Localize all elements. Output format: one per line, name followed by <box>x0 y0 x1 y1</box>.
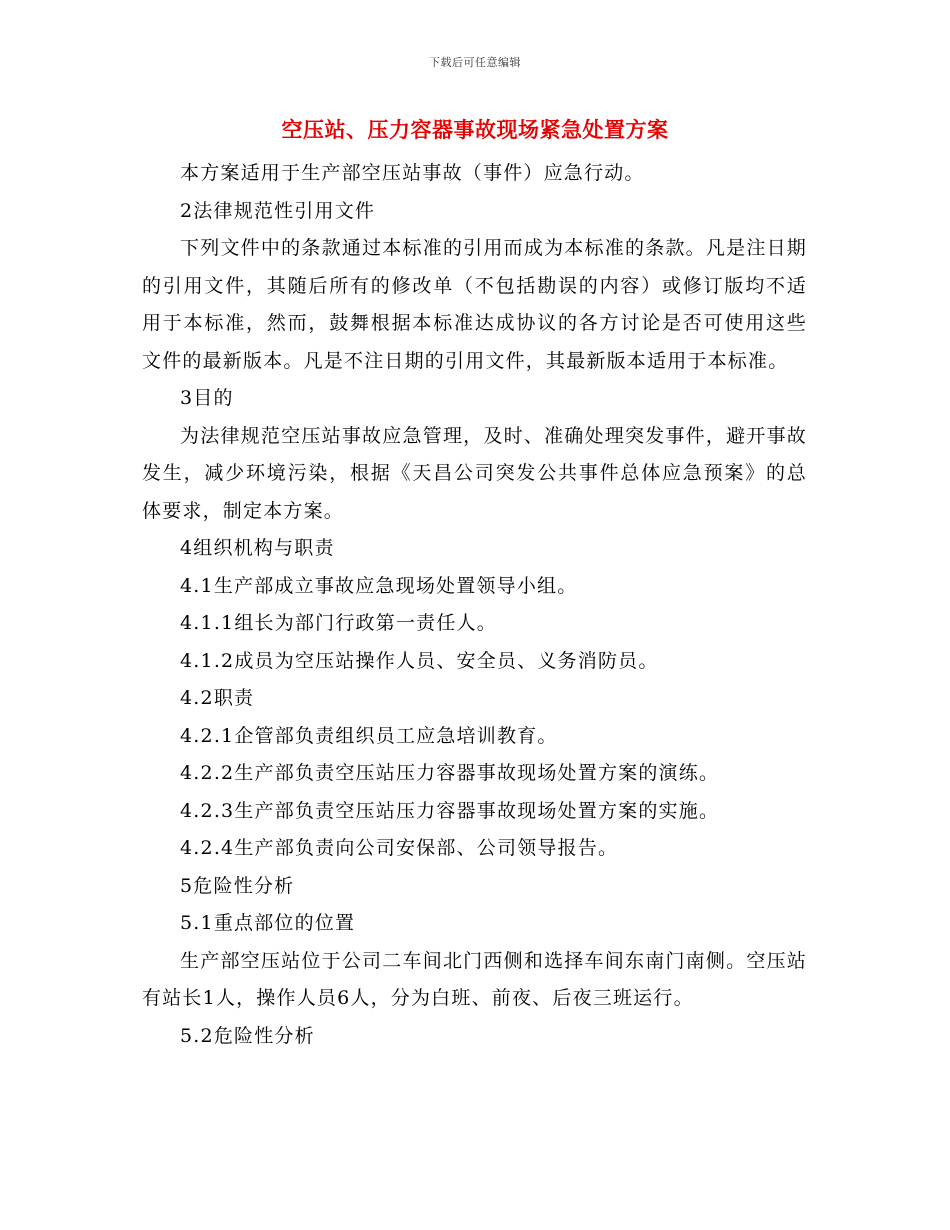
heading-section-5-1: 5.1重点部位的位置 <box>180 912 356 934</box>
item-4-2-1: 4.2.1企管部负责组织员工应急培训教育。 <box>180 724 558 747</box>
item-4-1-2: 4.1.2成员为空压站操作人员、安全员、义务消防员。 <box>180 649 659 672</box>
page-header-note: 下载后可任意编辑 <box>429 56 521 69</box>
paragraph-purpose: 为法律规范空压站事故应急管理，及时、准确处理突发事件，避开事故发生，减少环境污染，根据《天昌公司突发公共事件总体应急预案》的总体要求，制定本方案。 <box>142 424 807 522</box>
item-4-1: 4.1生产部成立事故应急现场处置领导小组。 <box>180 574 578 597</box>
item-4-2-3: 4.2.3生产部负责空压站压力容器事故现场处置方案的实施。 <box>180 799 720 822</box>
paragraph-references: 下列文件中的条款通过本标准的引用而成为本标准的条款。凡是注日期的引用文件，其随后所有的修改单（不包括勘误的内容）或修订版均不适用于本标准，然而，鼓舞根据本标准达成协议的各方讨论是否可使用这些文件的最新版本。凡是不注日期的引用文件，其最新版本适用于本标准。 <box>142 237 807 372</box>
heading-section-5: 5危险性分析 <box>180 874 295 897</box>
heading-section-3: 3目的 <box>180 387 234 409</box>
item-4-1-1: 4.1.1组长为部门行政第一责任人。 <box>180 612 497 634</box>
paragraph-scope: 本方案适用于生产部空压站事故（事件）应急行动。 <box>180 162 645 184</box>
item-4-2-4: 4.2.4生产部负责向公司安保部、公司领导报告。 <box>180 837 619 859</box>
document-title: 空压站、压力容器事故现场紧急处置方案 <box>281 117 669 142</box>
paragraph-location: 生产部空压站位于公司二车间北门西侧和选择车间东南门南侧。空压站有站长1人，操作人员6人，分为白班、前夜、后夜三班运行。 <box>142 949 807 1009</box>
heading-section-5-2: 5.2危险性分析 <box>180 1024 315 1047</box>
heading-section-4-2: 4.2职责 <box>180 687 255 709</box>
heading-section-4: 4组织机构与职责 <box>180 537 335 559</box>
item-4-2-2: 4.2.2生产部负责空压站压力容器事故现场处置方案的演练。 <box>180 762 720 784</box>
heading-section-2: 2法律规范性引用文件 <box>180 199 376 222</box>
document-body <box>142 155 807 1055</box>
